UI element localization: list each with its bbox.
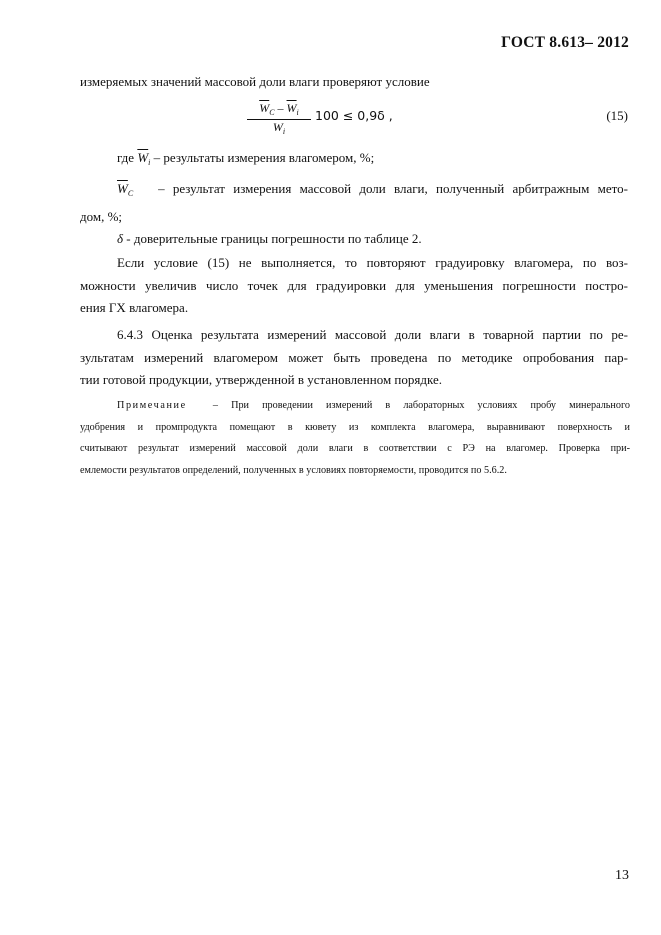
wc-symbol: $\overline{W}$ <box>117 181 128 196</box>
formula-denominator: $\overline{W}_i$ <box>272 120 286 136</box>
delta-symbol: δ <box>117 231 124 246</box>
note-block: Примечание – При проведении измерений в лабораторных условиях пробу минерального удобрения и промпродукта помещают в кювету из комплекта влагомера, выравнивают поверхность и считывают результат измерений массовой доли влаги в соответствии с РЭ на влагомер. Проверка при- емлемости результатов определений, полученных в условиях повторяемости, проводится по 5.6.2. <box>80 400 630 476</box>
page-number: 13 <box>615 868 629 883</box>
formula-numerator: $\overline{W}_C - \overline{W}_i$ <box>259 101 299 117</box>
note-label: Примечание <box>117 400 187 411</box>
wi-symbol: $\overline{W}$ <box>137 150 149 165</box>
equation-number: (15) <box>606 108 628 123</box>
definition-wi: где $\overline{W}_i$ – результаты измерения влагомером, %; <box>117 150 375 167</box>
intro-line: измеряемых значений массовой доли влаги проверяют условие <box>80 74 430 89</box>
paragraph-6-4-3: 6.4.3 Оценка результата измерений массовой доли влаги в товарной партии по ре- зультатам измерений влагомером может быть проведена по методике опробования пар- тии готовой продукции, утвержденной в установленном порядке. <box>80 327 628 387</box>
formula-rhs: 100 ≤ 0,9δ , <box>315 108 393 123</box>
standard-header: ГОСТ 8.613– 2012 <box>501 34 629 51</box>
definition-delta: δ - доверительные границы погрешности по таблице 2. <box>117 231 422 246</box>
paragraph-recalibrate: Если условие (15) не выполняется, то повторяют градуировку влагомера, по воз- можности увеличив число точек для градуировки для уменьшения погрешности постро- ения ГХ влагомера. <box>80 255 628 315</box>
formula-15 <box>245 97 445 141</box>
definition-wc: $\overline{W}_C$ – результат измерения массовой доли влаги, полученный арбитражным мето- дом, %; <box>80 181 628 224</box>
